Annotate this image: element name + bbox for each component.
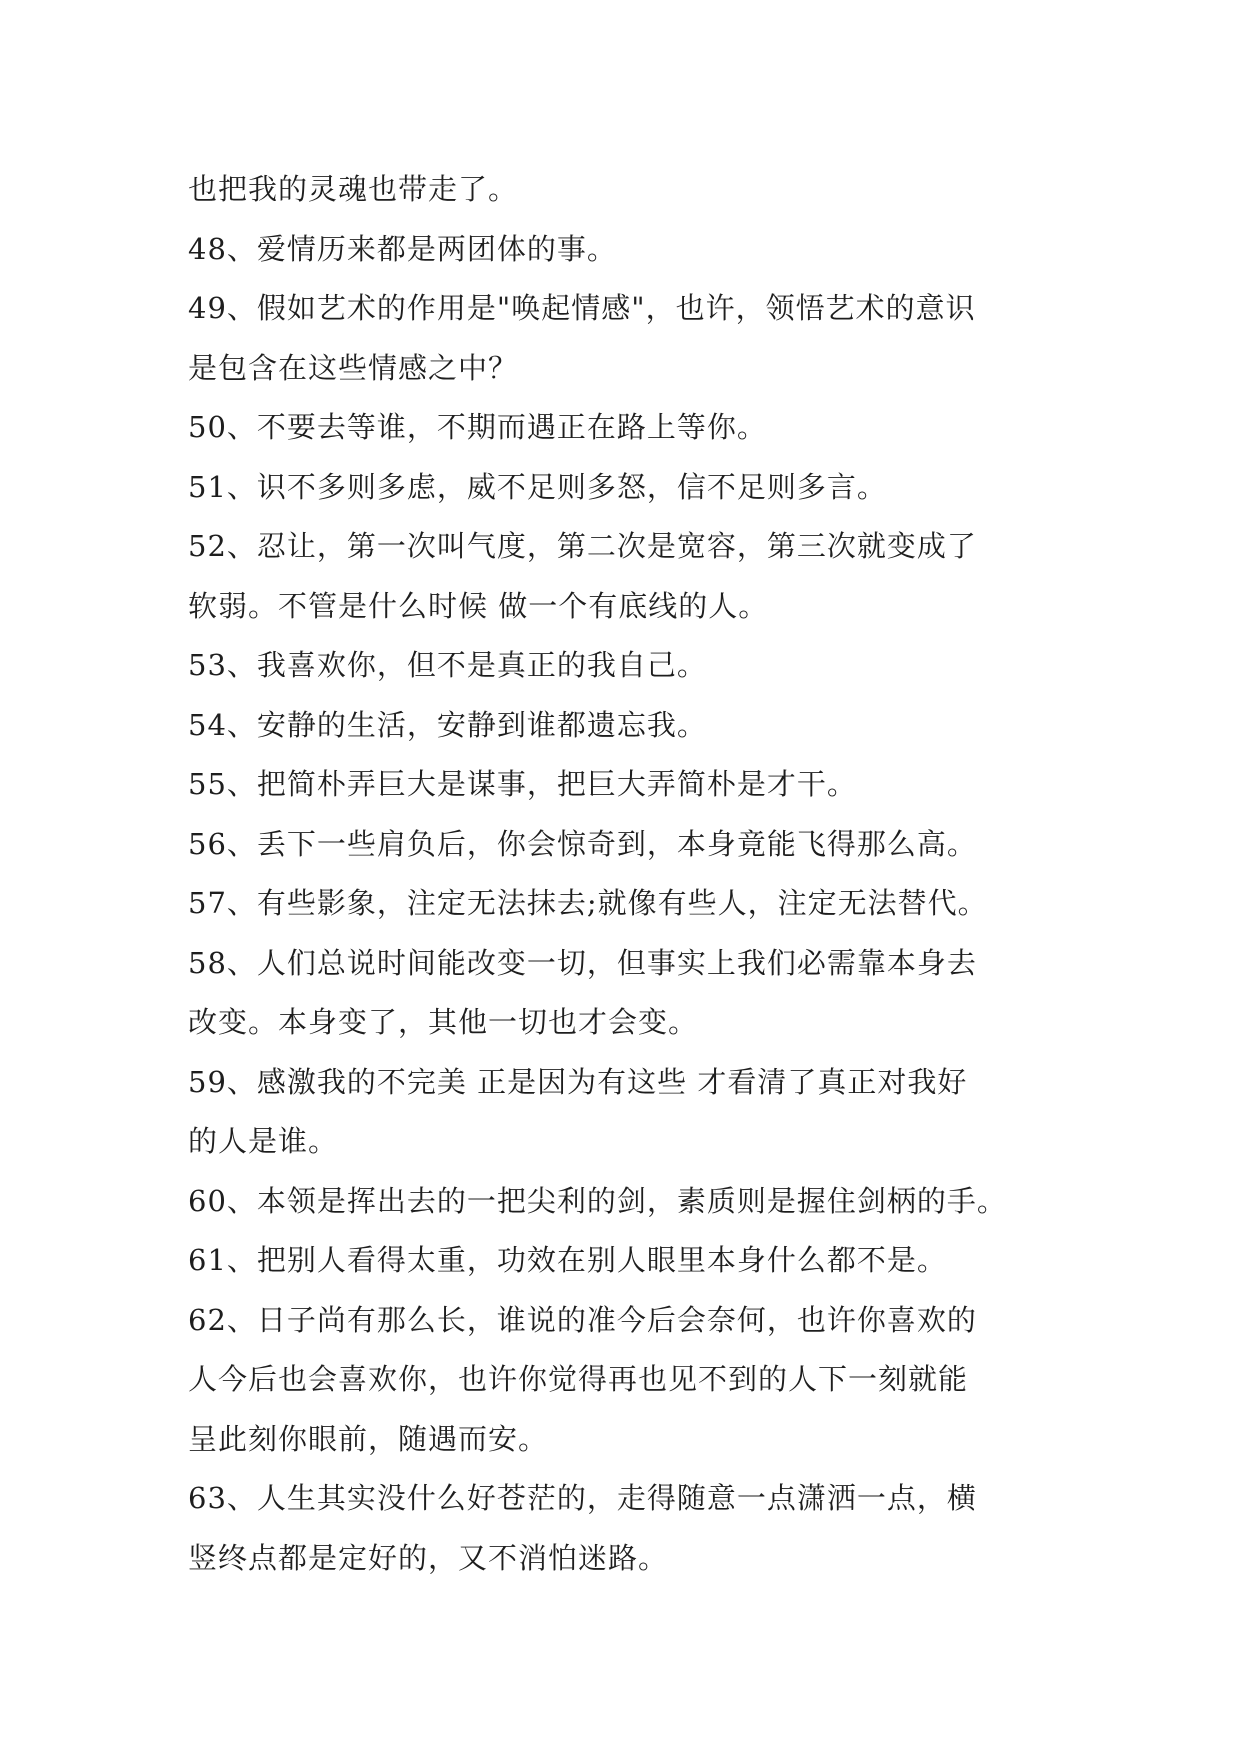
text-line: 51、识不多则多虑，威不足则多怒，信不足则多言。 [188,469,887,504]
text-line: 55、把简朴弄巨大是谋事，把巨大弄简朴是才干。 [188,767,857,801]
text-line: 57、有些影象，注定无法抹去;就像有些人，注定无法替代。 [188,886,988,920]
text-line: 58、人们总说时间能改变一切，但事实上我们必需靠本身去 [188,945,977,980]
text-line: 54、安静的生活，安静到谁都遗忘我。 [188,707,707,742]
text-line: 的人是谁。 [188,1124,339,1158]
text-line: 60、本领是挥出去的一把尖利的剑，素质则是握住剑柄的手。 [188,1183,1007,1218]
text-line: 63、人生其实没什么好苍茫的，走得随意一点潇洒一点，横 [188,1481,977,1515]
text-line: 59、感激我的不完美 正是因为有这些 才看清了真正对我好 [188,1064,968,1099]
text-line: 软弱。不管是什么时候 做一个有底线的人。 [188,588,769,623]
text-line: 竖终点都是定好的，又不消怕迷路。 [188,1540,669,1575]
text-line: 也把我的灵魂也带走了。 [188,172,519,206]
text-line: 48、爱情历来都是两团体的事。 [188,231,617,266]
text-line: 人今后也会喜欢你，也许你觉得再也见不到的人下一刻就能 [188,1362,969,1396]
text-line: 62、日子尚有那么长，谁说的准今后会奈何，也许你喜欢的 [188,1302,977,1337]
text-line: 53、我喜欢你，但不是真正的我自己。 [188,648,707,682]
text-line: 50、不要去等谁，不期而遇正在路上等你。 [188,410,767,444]
text-line: 52、忍让，第一次叫气度，第二次是宽容，第三次就变成了 [188,529,977,563]
text-line: 61、把别人看得太重，功效在别人眼里本身什么都不是。 [188,1243,947,1277]
text-line: 呈此刻你眼前，随遇而安。 [188,1421,549,1456]
text-line: 改变。本身变了，其他一切也才会变。 [188,1005,699,1039]
text-line: 49、假如艺术的作用是"唤起情感"，也许，领悟艺术的意识 [188,291,976,325]
document-body [188,160,1068,1588]
text-line: 56、丢下一些肩负后，你会惊奇到，本身竟能飞得那么高。 [188,826,977,861]
text-line: 是包含在这些情感之中？ [188,350,519,385]
